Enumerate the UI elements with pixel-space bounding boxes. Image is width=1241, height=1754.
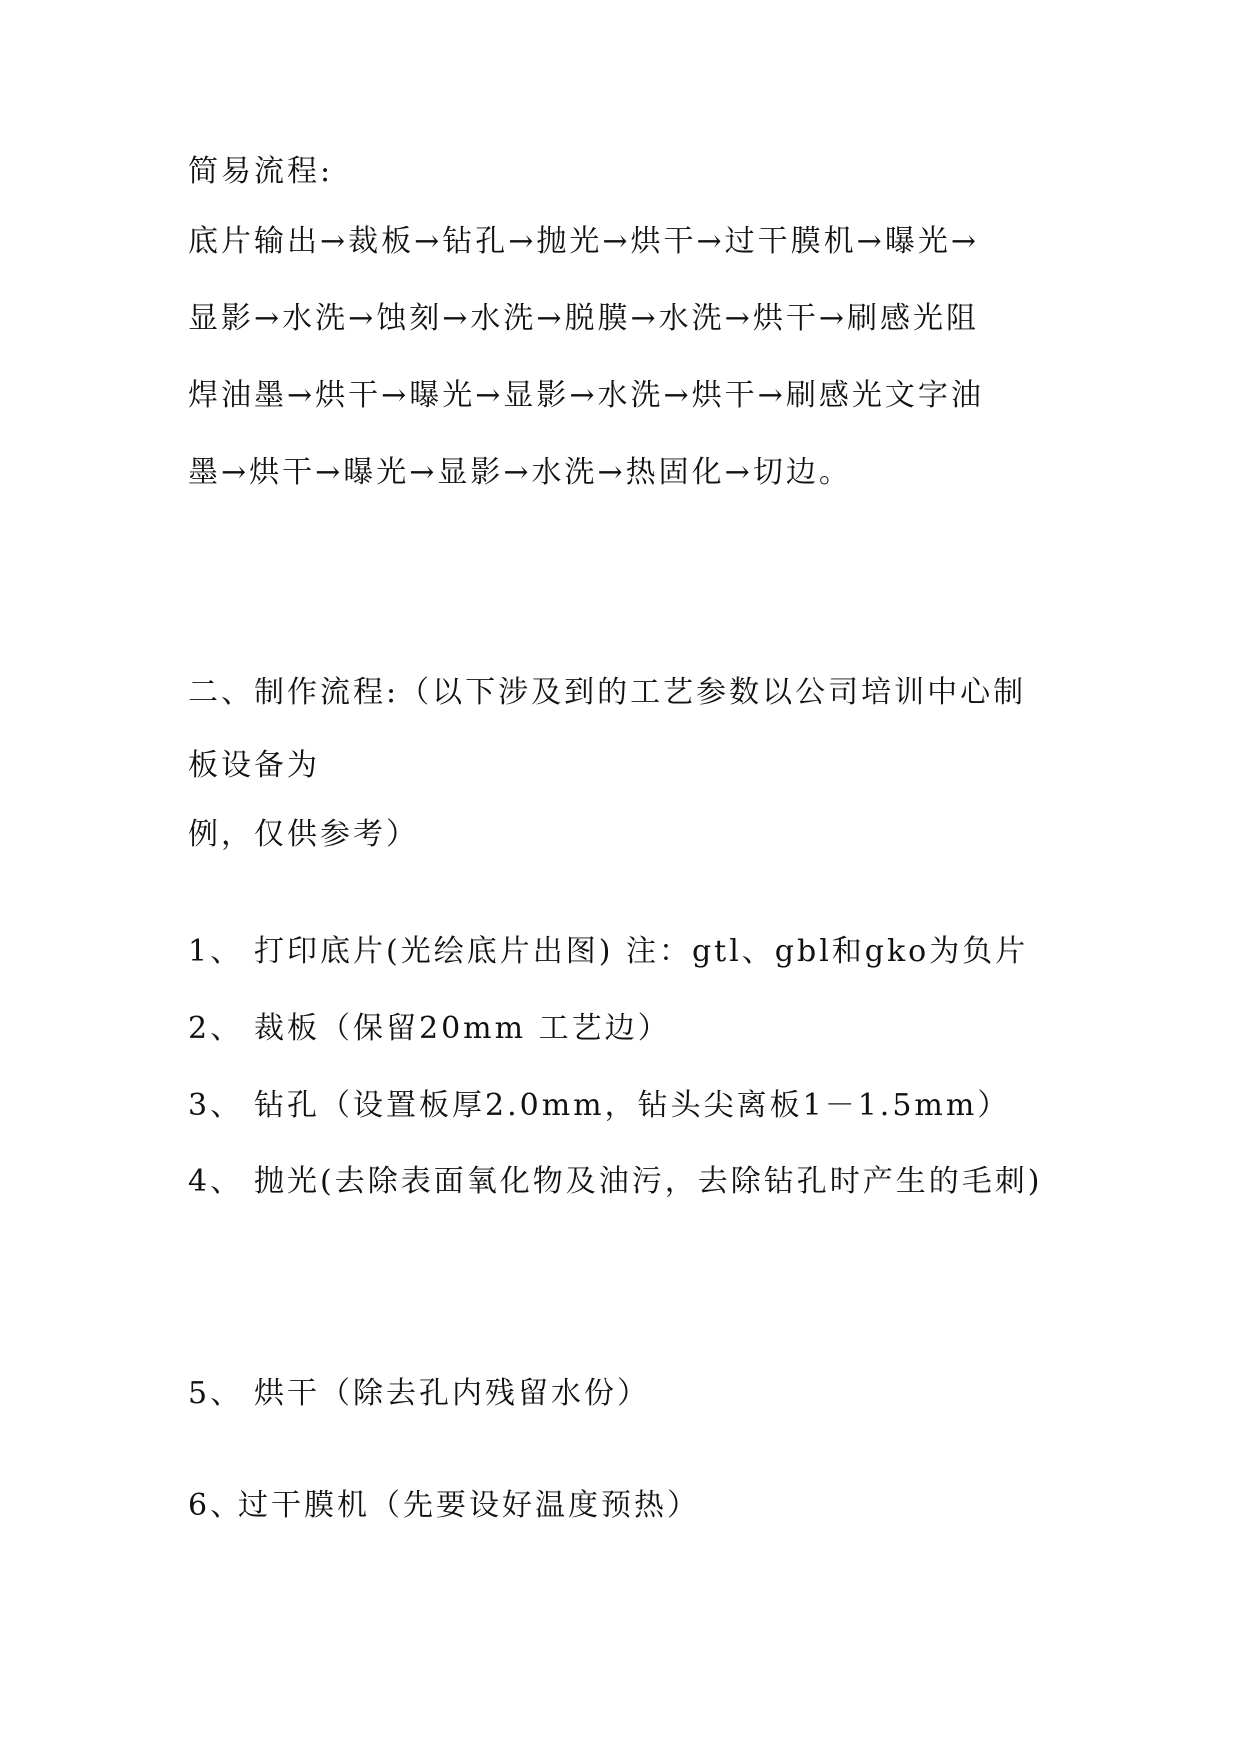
step-number: 5、 bbox=[188, 1376, 244, 1411]
simple-flow-heading: 简易流程: bbox=[188, 154, 334, 189]
simple-flow-line-3: 焊油墨→烘干→曝光→显影→水洗→烘干→刷感光文字油 bbox=[188, 378, 984, 413]
step-number: 3、 bbox=[188, 1088, 244, 1123]
step-item bbox=[188, 1486, 1068, 1526]
step-item bbox=[188, 1162, 1068, 1202]
step-item bbox=[188, 1374, 1068, 1414]
step-text: 钻孔（设置板厚2.0mm，钻头尖离板1－1.5mm） bbox=[254, 1088, 1011, 1123]
step-item bbox=[188, 1009, 1068, 1049]
simple-flow-line-1: 底片输出→裁板→钻孔→抛光→烘干→过干膜机→曝光→ bbox=[188, 224, 979, 259]
step-text: 打印底片(光绘底片出图) 注：gtl、gbl和gko为负片 bbox=[254, 934, 1029, 969]
step-text: 抛光(去除表面氧化物及油污，去除钻孔时产生的毛刺) bbox=[254, 1164, 1043, 1199]
step-number: 4、 bbox=[188, 1164, 244, 1199]
step-number: 1、 bbox=[188, 934, 244, 969]
production-flow-heading-line-2: 板设备为 bbox=[188, 748, 320, 783]
step-number: 6、 bbox=[188, 1488, 244, 1523]
production-flow-heading-line-3: 例，仅供参考） bbox=[188, 817, 419, 852]
step-text: 过干膜机（先要设好温度预热） bbox=[238, 1488, 700, 1523]
step-text: 裁板（保留20mm 工艺边） bbox=[254, 1011, 671, 1046]
step-item bbox=[188, 932, 1068, 972]
simple-flow-line-4: 墨→烘干→曝光→显影→水洗→热固化→切边。 bbox=[188, 455, 852, 490]
production-flow-heading-line-1: 二、制作流程:（以下涉及到的工艺参数以公司培训中心制 bbox=[188, 675, 1027, 710]
simple-flow-line-2: 显影→水洗→蚀刻→水洗→脱膜→水洗→烘干→刷感光阻 bbox=[188, 301, 979, 336]
step-item bbox=[188, 1086, 1068, 1126]
step-number: 2、 bbox=[188, 1011, 244, 1046]
step-text: 烘干（除去孔内残留水份） bbox=[254, 1376, 650, 1411]
